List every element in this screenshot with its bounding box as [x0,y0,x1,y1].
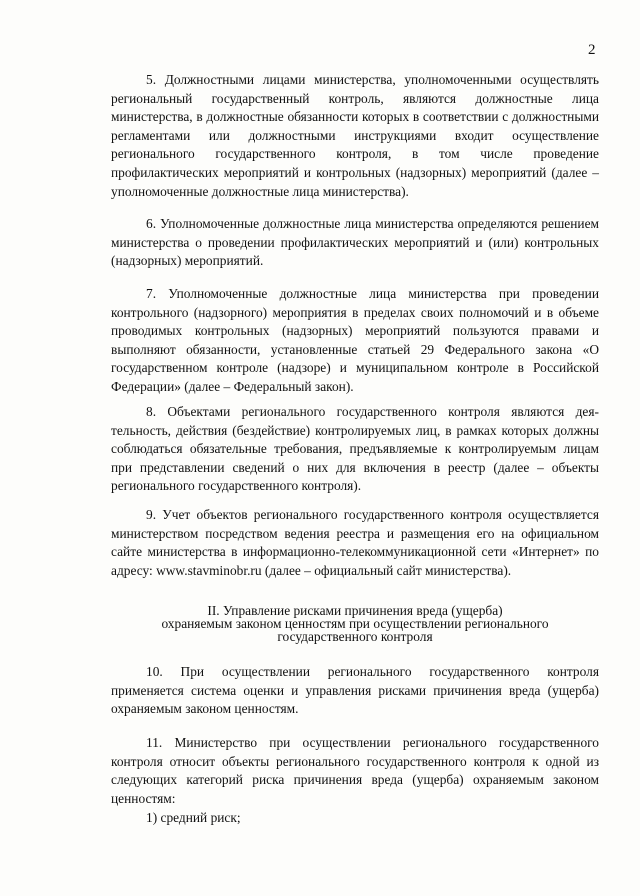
page-number: 2 [588,42,596,58]
section-heading-line-1: II. Управление рисками причинения вреда (ущерба) [207,603,503,618]
paragraph-7: 7. Уполномоченные должностные лица министерства при проведении контрольного (надзорного) мероприятия в пределах своих полномочий и в объеме проводимых контрольных (надзорных) мероприятий пользуются правами и выполняют обязанности, установленные статьей 29 Федерального закона «О государственном контроле (надзоре) и муниципальном контроле в Российской Федерации» (далее – Федеральный закон). [111,286,599,394]
section-heading [111,604,599,644]
section-heading-line-2: охраняемым законом ценностям при осуществлении регионального [161,616,549,632]
paragraph-11: 11. Министерство при осуществлении регионального государственного контроля относит объекты регионального государственного контроля к одной из следующих категорий риска причинения вреда (ущерба) охраняемым законом ценностям: [111,735,599,806]
paragraph-5: 5. Должностными лицами министерства, уполномоченными осуществлять региональный государственный контроль, являются должностные лица министерства, в должностные обязанности которых в соответствии с должностными регламентами или должностными инструкциями входит осуществление регионального государственного контроля, в том числе проведение профилактических мероприятий и контрольных (надзорных) мероприятий (далее – уполномоченные должностные лица министерства). [111,72,599,199]
paragraph-10: 10. При осуществлении регионального государственного контроля применяется система оценки и управления рисками причинения вреда (ущерба) охраняемым законом ценностям. [111,664,599,717]
paragraph-9: 9. Учет объектов регионального государственного контроля осуществляется министерством посредством ведения реестра и размещения его на официальном сайте министерства в информационно-телекоммуникационной сети «Интернет» по адресу: www.stavminobr.ru (далее – официальный сайт министерства). [111,507,599,578]
paragraph-8: 8. Объектами регионального государственного контроля являются деятельность, действия (бездействие) контролируемых лиц, в рамках которых должны соблюдаться обязательные требования, предъявляемые к контролируемым лицам при представлении сведений о них для включения в реестр (далее – объекты регионального государственного контроля). [111,404,599,494]
paragraph-6: 6. Уполномоченные должностные лица министерства определяются решением министерства о проведении профилактических мероприятий и (или) контрольных (надзорных) мероприятий. [111,216,599,269]
list-item-medium-risk: 1) средний риск; [146,810,241,825]
section-heading-line-3: государственного контроля [277,629,433,645]
